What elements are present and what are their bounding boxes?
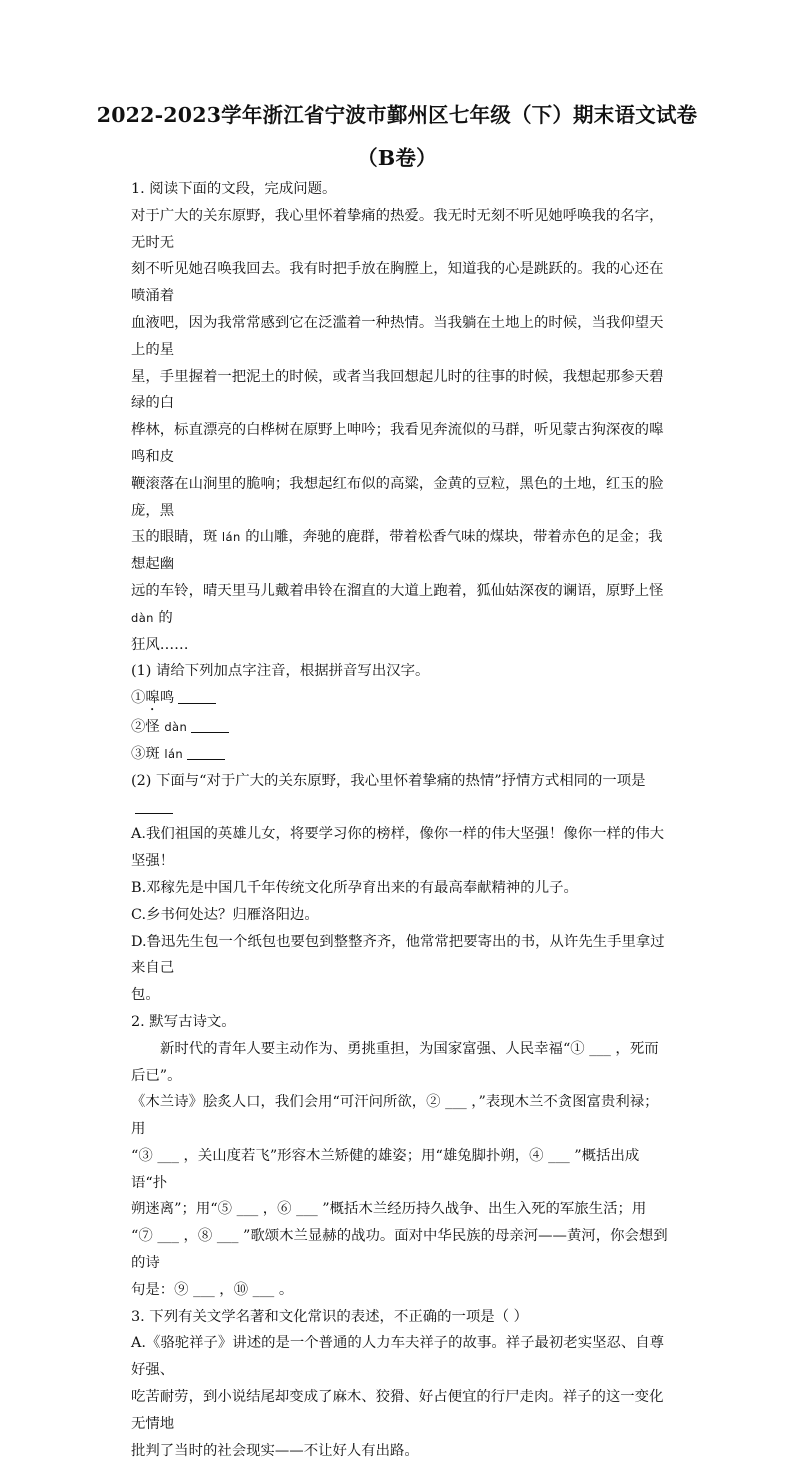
item-text: ②怪 (131, 719, 165, 736)
q1-passage-line: 刻不听见她召唤我回去。我有时把手放在胸膛上，知道我的心是跳跃的。我的心还在喷涌着 (131, 261, 664, 305)
q1-stem: 1. 阅读下面的文段，完成问题。 (131, 181, 337, 197)
q2-line: 《木兰诗》脍炙人口，我们会用“可汗问所欲，② ___ ，”表现木兰不贪图富贵利禄；用 (131, 1094, 659, 1138)
q1-sub1-item2 (131, 714, 671, 741)
q1-passage-line: 狂风…… (131, 636, 189, 653)
q1-passage-line: 对于广大的关东原野，我心里怀着挚痛的热爱。我无时无刻不听见她呼唤我的名字，无时无 (131, 207, 664, 251)
q2-line: “⑦ ___ ，⑧ ___ ”歌颂木兰显赫的战功。面对中华民族的母亲河——黄河，你会想到的诗 (131, 1228, 668, 1272)
exam-title: 2022-2023学年浙江省宁波市鄞州区七年级（下）期末语文试卷 (96, 103, 698, 127)
answer-blank[interactable] (135, 799, 173, 814)
pinyin-lan: lán (221, 530, 241, 545)
q2-stem: 2. 默写古诗文。 (131, 1013, 236, 1030)
text-segment: 的 (153, 609, 173, 626)
exam-title-version: （B卷） (357, 146, 437, 170)
q1-passage-line (131, 524, 671, 578)
text-segment: 玉的眼睛，斑 (131, 529, 222, 546)
option-b: B.邓稼先是中国几千年传统文化所孕育出来的有最高奉献精神的儿子。 (131, 879, 578, 896)
q3-stem: 3. 下列有关文学名著和文化常识的表述，不正确的一项是（ ） (131, 1308, 529, 1325)
option-a: A.我们祖国的英雄儿女，将要学习你的榜样，像你一样的伟大坚强！像你一样的伟大坚强！ (131, 826, 665, 870)
option-c: C.乡书何处达？归雁洛阳边。 (131, 906, 319, 923)
text-segment: 的山雕，奔驰的鹿群，带着松香气味的煤块，带着赤色的足金；我想起幽 (131, 529, 663, 573)
pinyin-dan: dàn (131, 610, 154, 625)
q2-line: 新时代的青年人要主动作为、勇挑重担，为国家富强、人民幸福“① ___ ，死而后已”。 (131, 1040, 659, 1084)
text-segment: 远的车铃，晴天里马儿戴着串铃在溜直的大道上跑着，狐仙姑深夜的谰语，原野上怪 (131, 582, 664, 599)
answer-blank[interactable] (191, 718, 229, 733)
item-text: ③斑 (131, 745, 165, 762)
q3-line: A.《骆驼祥子》讲述的是一个普通的人力车夫祥子的故事。祥子最初老实坚忍、自尊好强、 (131, 1335, 665, 1379)
pinyin-dan: dàn (164, 720, 188, 735)
answer-blank[interactable] (187, 745, 225, 760)
q1-passage-line: 血液吧，因为我常常感到它在泛滥着一种热情。当我躺在土地上的时候，当我仰望天上的星 (131, 314, 664, 358)
q1-passage-line: 鞭滚落在山涧里的脆响；我想起红布似的高粱，金黄的豆粒，黑色的土地，红玉的脸庞，黑 (131, 475, 664, 519)
dotted-char: 嗥 (145, 690, 160, 707)
pinyin-lan: lán (164, 746, 184, 761)
question-text: (2) 下面与“对于广大的关东原野，我心里怀着挚痛的热情”抒情方式相同的一项是 (131, 772, 646, 789)
item-text: 鸣 (159, 690, 175, 707)
q1-passage-line: 星，手里握着一把泥土的时候，或者当我回想起儿时的往事的时候，我想起那参天碧绿的白 (131, 368, 664, 412)
q1-sub2-stem (131, 768, 671, 822)
q1-sub1-item1 (131, 685, 671, 714)
q3-line: 批判了当时的社会现实——不让好人有出路。 (131, 1442, 419, 1459)
q2-line: 朔迷离”；用“⑤ ___ ，⑥ ___ ”概括木兰经历持久战争、出生入死的军旅生活；用 (131, 1201, 647, 1218)
q1-sub1-item3 (131, 741, 671, 768)
q2-line: 句是：⑨ ___ ，⑩ ___ 。 (131, 1281, 294, 1298)
q1-passage-line: 桦林，标直漂亮的白桦树在原野上呻吟；我看见奔流似的马群，听见蒙古狗深夜的嗥鸣和皮 (131, 422, 664, 465)
answer-blank[interactable] (178, 689, 216, 704)
q1-sub1-stem: (1) 请给下列加点字注音，根据拼音写出汉字。 (131, 663, 430, 680)
option-d: D.鲁迅先生包一个纸包也要包到整整齐齐，他常常把要寄出的书，从许先生手里拿过来自己 (131, 933, 665, 977)
q1-passage-line (131, 578, 671, 632)
q3-line: 吃苦耐劳，到小说结尾却变成了麻木、狡猾、好占便宜的行尸走肉。祥子的这一变化无情地 (131, 1389, 664, 1432)
option-d-cont: 包。 (131, 987, 160, 1004)
item-number: ① (131, 690, 146, 707)
exam-content (131, 176, 671, 1464)
q2-line: “③ ___ ，关山度若飞”形容木兰矫健的雄姿；用“雄兔脚扑朔，④ ___ ”概括出成语“扑 (131, 1147, 640, 1191)
